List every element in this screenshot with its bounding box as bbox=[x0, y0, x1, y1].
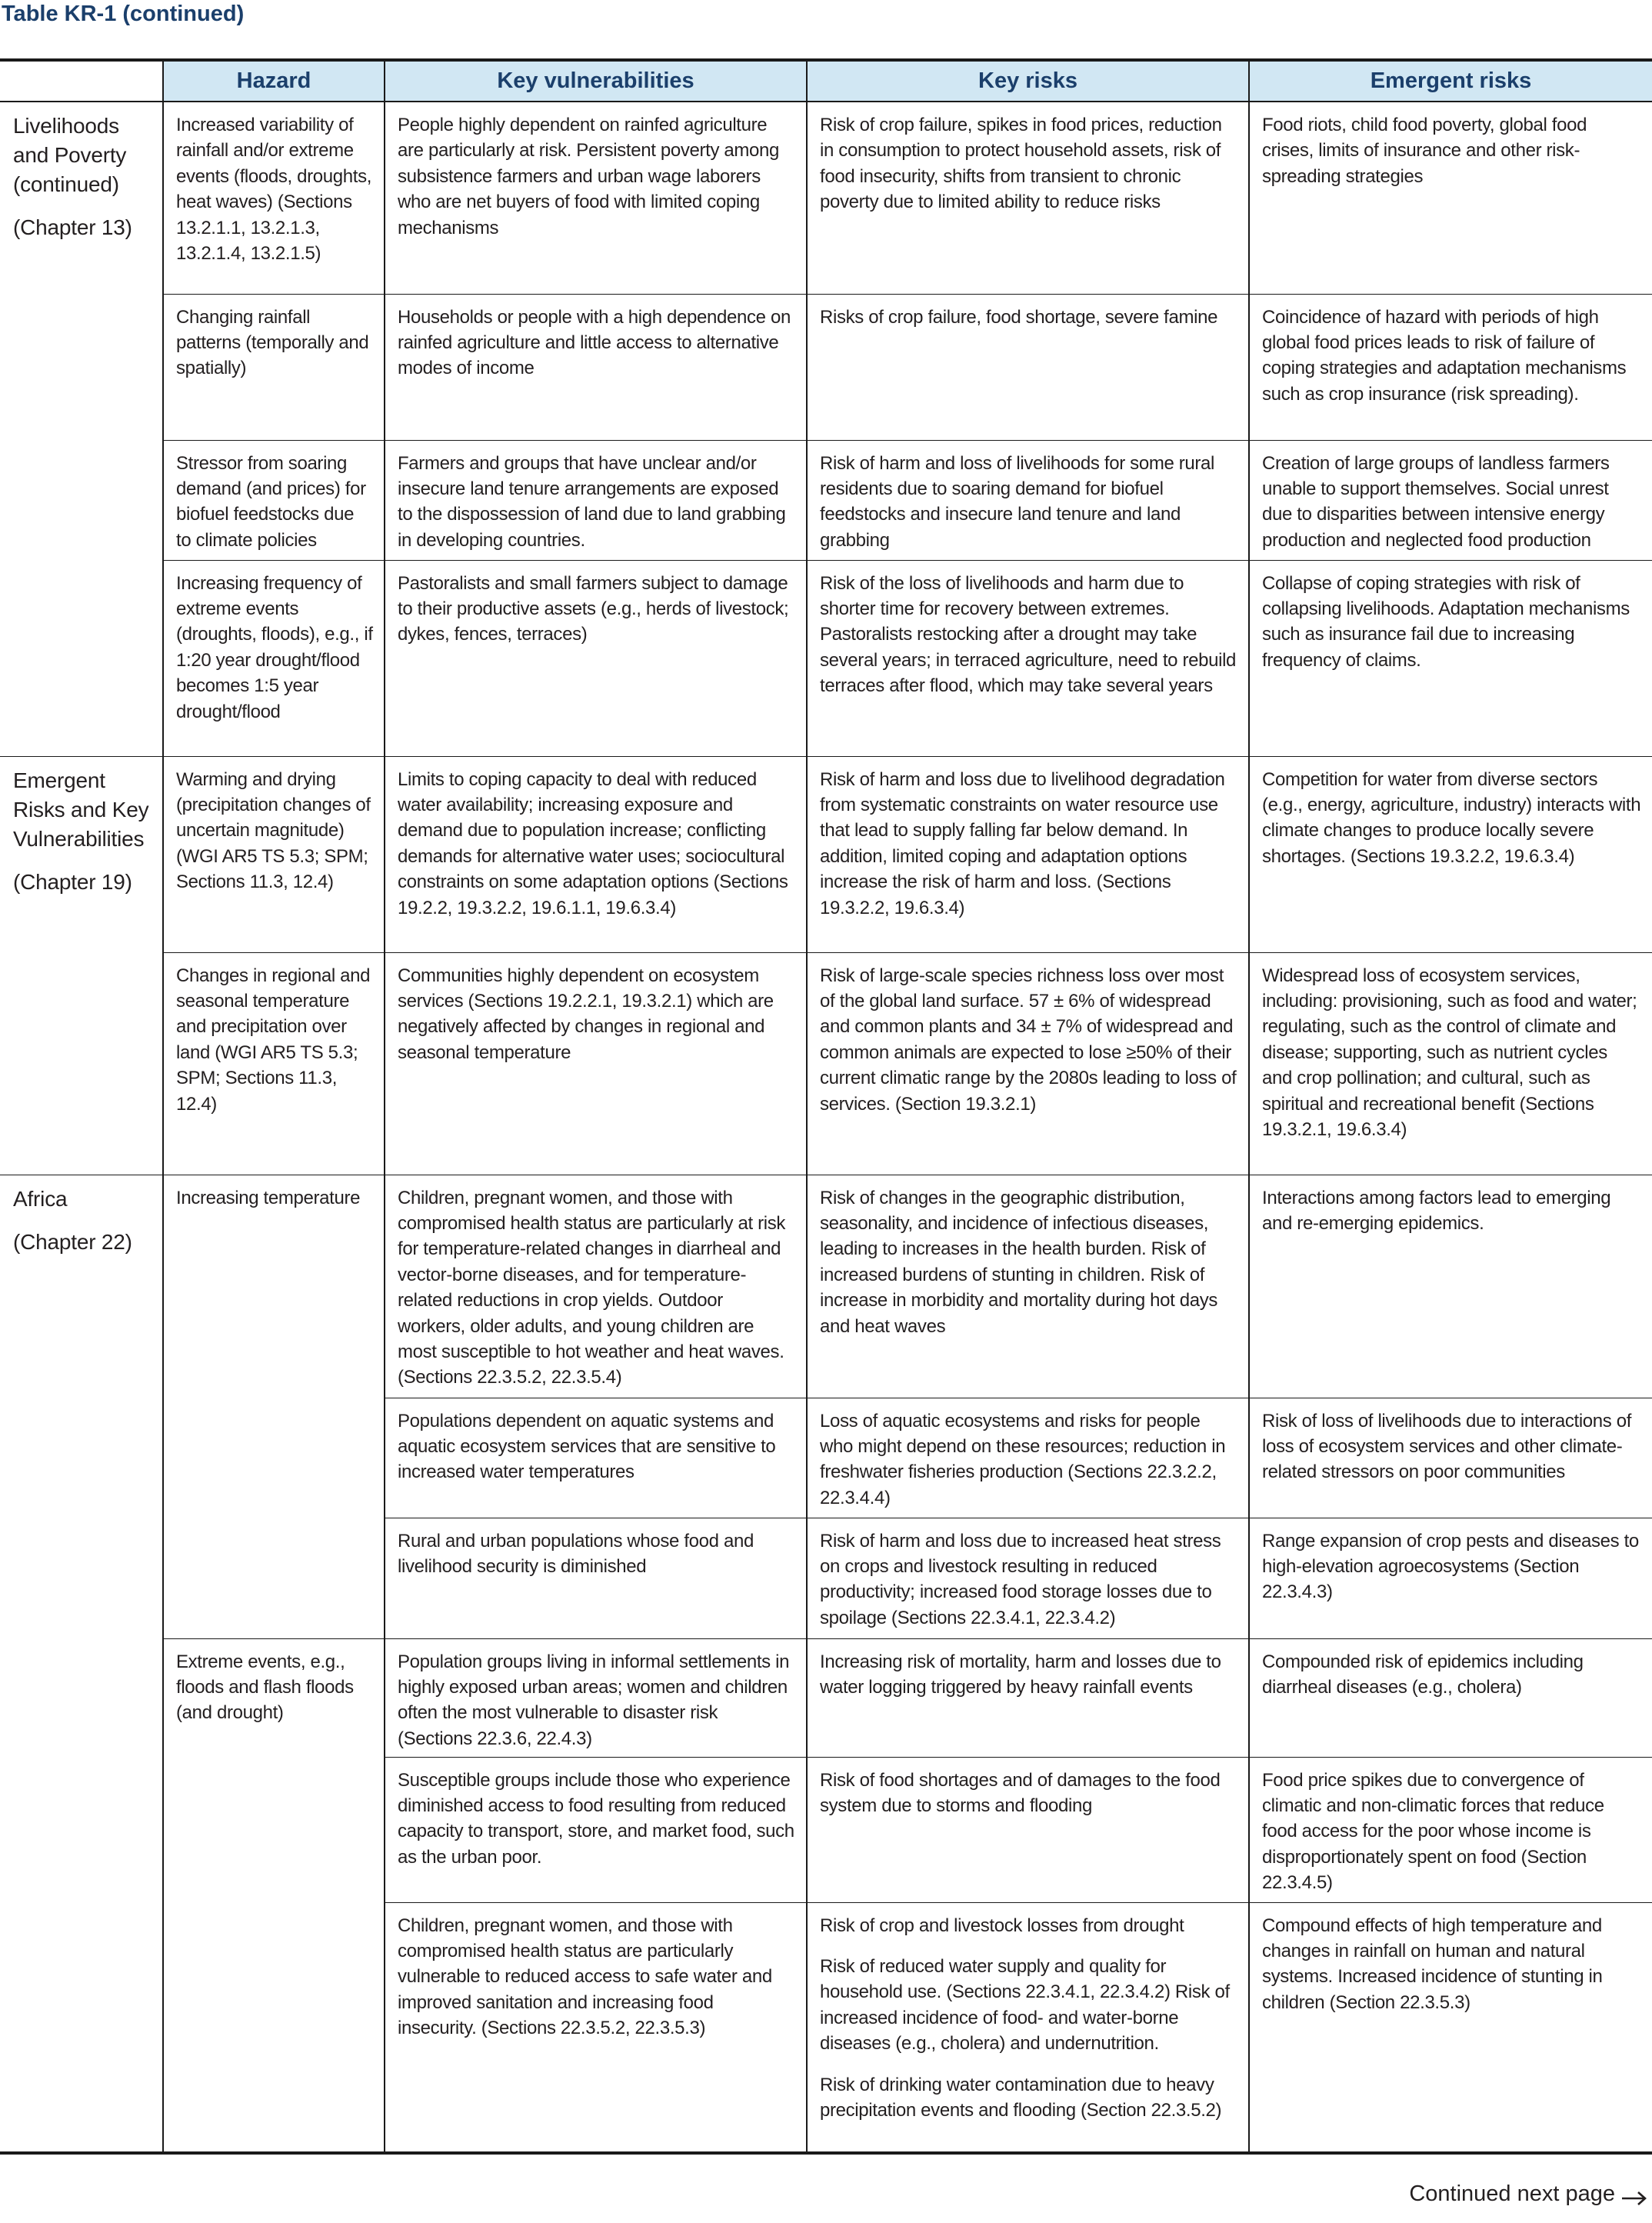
risk-paragraph: Risk of large-scale species richness loss over most of the global land surface. 57 ± 6% of widespread and common plants and 34 ± 7% of widespread and common animals are expected to lose ≥50% of their current climatic range by the 2080s leading to loss of services. (Section 19.3.2.1) bbox=[820, 965, 1237, 1115]
emergent-cell: Compounded risk of epidemics including diarrheal diseases (e.g., cholera) bbox=[1249, 1638, 1652, 1757]
hazard-cell: Changing rainfall patterns (temporally and spatially) bbox=[163, 294, 385, 440]
emergent-cell: Creation of large groups of landless farmers unable to support themselves. Social unrest due to disparities between intensive energy production and neglected food production bbox=[1249, 440, 1652, 560]
risk-paragraph: Risk of food shortages and of damages to the food system due to storms and flooding bbox=[820, 1769, 1221, 1816]
vulnerabilities-cell: Rural and urban populations whose food and livelihood security is diminished bbox=[385, 1518, 807, 1638]
vulnerabilities-cell: Households or people with a high dependence on rainfed agriculture and little access to alternative modes of income bbox=[385, 294, 807, 440]
header-key-vulnerabilities: Key vulnerabilities bbox=[385, 60, 807, 102]
header-hazard: Hazard bbox=[163, 60, 385, 102]
risk-paragraph: Risk of crop failure, spikes in food prices, reduction in consumption to protect household assets, risk of food insecurity, shifts from transient to chronic poverty due to limited ability to reduce risks bbox=[820, 115, 1222, 213]
table-header-row bbox=[0, 60, 1652, 102]
table-caption: Table KR-1 (continued) bbox=[2, 2, 245, 26]
emergent-cell: Collapse of coping strategies with risk of collapsing livelihoods. Adaptation mechanisms such as insurance fail due to increasing frequency of claims. bbox=[1249, 560, 1652, 756]
risks-cell bbox=[807, 560, 1249, 756]
vulnerabilities-cell: Pastoralists and small farmers subject to damage to their productive assets (e.g., herds of livestock; dykes, fences, terraces) bbox=[385, 560, 807, 756]
emergent-cell: Food riots, child food poverty, global food crises, limits of insurance and other risk-spreading strategies bbox=[1249, 102, 1652, 294]
risks-cell bbox=[807, 1638, 1249, 1757]
hazard-cell: Increased variability of rainfall and/or extreme events (floods, droughts, heat waves) (Sections 13.2.1.1, 13.2.1.3, 13.2.1.4, 13.2.1.5) bbox=[163, 102, 385, 294]
risk-paragraph: Risk of harm and loss of livelihoods for some rural residents due to soaring demand for biofuel feedstocks and insecure land tenure and land grabbing bbox=[820, 452, 1215, 551]
hazard-cell: Increasing frequency of extreme events (droughts, floods), e.g., if 1:20 year drought/flood becomes 1:5 year drought/flood bbox=[163, 560, 385, 756]
risks-cell bbox=[807, 440, 1249, 560]
emergent-cell: Coincidence of hazard with periods of high global food prices leads to risk of failure of coping strategies and adaptation mechanisms such as crop insurance (risk spreading). bbox=[1249, 294, 1652, 440]
emergent-cell: Range expansion of crop pests and diseases to high-elevation agroecosystems (Section 22.3.4.3) bbox=[1249, 1518, 1652, 1638]
table-row bbox=[0, 294, 1652, 440]
sector-cell-africa bbox=[0, 1175, 163, 2153]
vulnerabilities-cell: People highly dependent on rainfed agriculture are particularly at risk. Persistent poverty among subsistence farmers and urban wage laborers who are net buyers of food with limited coping mechanisms bbox=[385, 102, 807, 294]
risk-paragraph: Risk of reduced water supply and quality for household use. (Sections 22.3.4.1, 22.3.4.2) Risk of increased incidence of food- and water-borne diseases (e.g., cholera) and undernutrition. bbox=[820, 1955, 1230, 2055]
sector-name: Livelihoods and Poverty (continued) bbox=[13, 114, 127, 196]
emergent-cell: Widespread loss of ecosystem services, including: provisioning, such as food and water; regulating, such as the control of climate and disease; supporting, such as nutrient cycles and crop pollination; and cultural, such as spiritual and recreational benefit (Sections 19.3.2.1, 19.6.3.4) bbox=[1249, 952, 1652, 1175]
continued-next-page bbox=[1409, 2181, 1647, 2207]
hazard-cell: Changes in regional and seasonal temperature and precipitation over land (WGI AR5 TS 5.3; SPM; Sections 11.3, 12.4) bbox=[163, 952, 385, 1175]
vulnerabilities-cell: Farmers and groups that have unclear and/or insecure land tenure arrangements are exposed to the dispossession of land due to land grabbing in developing countries. bbox=[385, 440, 807, 560]
emergent-cell: Competition for water from diverse sectors (e.g., energy, agriculture, industry) interacts with climate changes to produce locally severe shortages. (Sections 19.3.2.2, 19.6.3.4) bbox=[1249, 756, 1652, 952]
risk-paragraph: Increasing risk of mortality, harm and losses due to water logging triggered by heavy rainfall events bbox=[820, 1651, 1221, 1698]
vulnerabilities-cell: Population groups living in informal settlements in highly exposed urban areas; women and children often the most vulnerable to disaster risk (Sections 22.3.6, 22.4.3) bbox=[385, 1638, 807, 1757]
risk-paragraph: Risk of the loss of livelihoods and harm due to shorter time for recovery between extremes. Pastoralists restocking after a drought may take several years; in terraced agriculture, need to rebuild terraces after flood, which may take several years bbox=[820, 572, 1237, 697]
vulnerabilities-cell: Children, pregnant women, and those with compromised health status are particularly at risk for temperature-related changes in diarrheal and vector-borne diseases, and for temperature-related reductions in crop yields. Outdoor workers, older adults, and young children are most susceptible to hot weather and heat waves. (Sections 22.3.5.2, 22.3.5.4) bbox=[385, 1175, 807, 1398]
risk-paragraph: Risks of crop failure, food shortage, severe famine bbox=[820, 306, 1218, 328]
hazard-cell: Warming and drying (precipitation changes of uncertain magnitude) (WGI AR5 TS 5.3; SPM; Sections 11.3, 12.4) bbox=[163, 756, 385, 952]
arrow-right-icon bbox=[1621, 2187, 1647, 2202]
table-row bbox=[0, 952, 1652, 1175]
key-risks-table bbox=[0, 58, 1652, 2155]
emergent-cell: Compound effects of high temperature and changes in rainfall on human and natural systems. Increased incidence of stunting in children (Section 22.3.5.3) bbox=[1249, 1902, 1652, 2153]
table-row bbox=[0, 1638, 1652, 1757]
risk-paragraph: Risk of harm and loss due to livelihood degradation from systematic constraints on water resource use that lead to supply falling far below demand. In addition, limited coping and adaptation options increase the risk of harm and loss. (Sections 19.3.2.2, 19.6.3.4) bbox=[820, 768, 1225, 918]
hazard-cell: Increasing temperature bbox=[163, 1175, 385, 1638]
hazard-cell: Stressor from soaring demand (and prices) for biofuel feedstocks due to climate policies bbox=[163, 440, 385, 560]
risks-cell bbox=[807, 102, 1249, 294]
risks-cell bbox=[807, 1175, 1249, 1398]
sector-cell-emergent-risks bbox=[0, 756, 163, 1175]
table-row bbox=[0, 102, 1652, 294]
sector-chapter: (Chapter 13) bbox=[13, 215, 132, 239]
sector-name: Africa bbox=[13, 1186, 68, 1211]
table-row bbox=[0, 756, 1652, 952]
risk-paragraph: Risk of crop and livestock losses from drought bbox=[820, 1915, 1184, 1936]
sector-cell-livelihoods bbox=[0, 102, 163, 756]
header-key-risks: Key risks bbox=[807, 60, 1249, 102]
risks-cell bbox=[807, 1757, 1249, 1902]
risks-cell bbox=[807, 1398, 1249, 1518]
risks-cell bbox=[807, 952, 1249, 1175]
vulnerabilities-cell: Children, pregnant women, and those with compromised health status are particularly vulnerable to reduced access to safe water and improved sanitation and increasing food insecurity. (Sections 22.3.5.2, 22.3.5.3) bbox=[385, 1902, 807, 2153]
emergent-cell: Interactions among factors lead to emerging and re-emerging epidemics. bbox=[1249, 1175, 1652, 1398]
table-row bbox=[0, 440, 1652, 560]
vulnerabilities-cell: Communities highly dependent on ecosystem services (Sections 19.2.2.1, 19.3.2.1) which are negatively affected by changes in regional and seasonal temperature bbox=[385, 952, 807, 1175]
risk-paragraph: Loss of aquatic ecosystems and risks for people who might depend on these resources; reduction in freshwater fisheries production (Sections 22.3.2.2, 22.3.4.4) bbox=[820, 1410, 1226, 1508]
vulnerabilities-cell: Limits to coping capacity to deal with reduced water availability; increasing exposure and demand due to population increase; conflicting demands for alternative water uses; sociocultural constraints on some adaptation options (Sections 19.2.2, 19.3.2.2, 19.6.1.1, 19.6.3.4) bbox=[385, 756, 807, 952]
vulnerabilities-cell: Populations dependent on aquatic systems and aquatic ecosystem services that are sensitive to increased water temperatures bbox=[385, 1398, 807, 1518]
continued-label: Continued next page bbox=[1409, 2181, 1615, 2206]
risks-cell bbox=[807, 294, 1249, 440]
hazard-cell: Extreme events, e.g., floods and flash floods (and drought) bbox=[163, 1638, 385, 2153]
risk-paragraph: Risk of drinking water contamination due to heavy precipitation events and flooding (Section 22.3.5.2) bbox=[820, 2074, 1222, 2121]
header-emergent-risks: Emergent risks bbox=[1249, 60, 1652, 102]
risks-cell bbox=[807, 756, 1249, 952]
table-row bbox=[0, 1175, 1652, 1398]
risk-paragraph: Risk of harm and loss due to increased heat stress on crops and livestock resulting in reduced productivity; increased food storage losses due to spoilage (Sections 22.3.4.1, 22.3.4.2) bbox=[820, 1530, 1221, 1628]
vulnerabilities-cell: Susceptible groups include those who experience diminished access to food resulting from reduced capacity to transport, store, and market food, such as the urban poor. bbox=[385, 1757, 807, 1902]
risks-cell bbox=[807, 1518, 1249, 1638]
header-sector bbox=[0, 60, 163, 102]
sector-name: Emergent Risks and Key Vulnerabilities bbox=[13, 768, 149, 851]
risks-cell bbox=[807, 1902, 1249, 2153]
risk-paragraph: Risk of changes in the geographic distribution, seasonality, and incidence of infectious diseases, leading to increases in the health burden. Risk of increased burdens of stunting in children. Risk of increase in morbidity and mortality during hot days and heat waves bbox=[820, 1187, 1218, 1337]
sector-chapter: (Chapter 22) bbox=[13, 1229, 132, 1254]
emergent-cell: Food price spikes due to convergence of climatic and non-climatic forces that reduce food access for the poor whose income is disproportionately spent on food (Section 22.3.4.5) bbox=[1249, 1757, 1652, 1902]
table-row bbox=[0, 560, 1652, 756]
sector-chapter: (Chapter 19) bbox=[13, 869, 132, 894]
emergent-cell: Risk of loss of livelihoods due to interactions of loss of ecosystem services and other climate-related stressors on poor communities bbox=[1249, 1398, 1652, 1518]
